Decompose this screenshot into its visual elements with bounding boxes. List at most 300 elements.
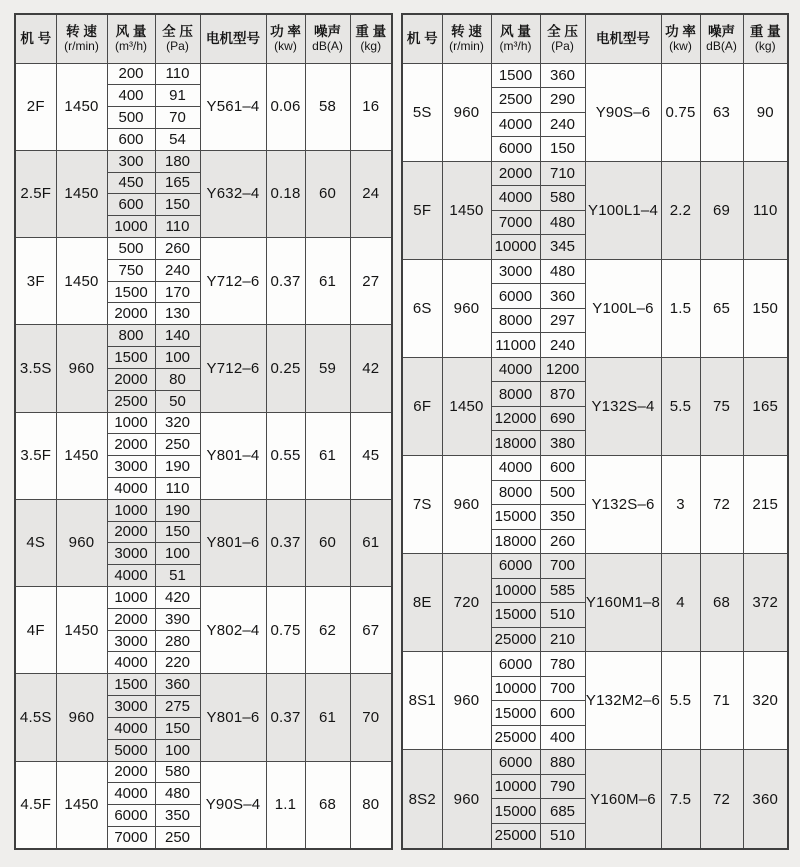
pressure-cell: 700 xyxy=(540,676,585,701)
noise-cell: 71 xyxy=(700,652,743,750)
pressure-cell: 260 xyxy=(155,238,200,260)
power-cell: 4 xyxy=(661,554,700,652)
table-row xyxy=(15,325,392,347)
pressure-cell: 350 xyxy=(155,805,200,827)
flow-cell: 10000 xyxy=(491,676,540,701)
pressure-cell: 360 xyxy=(540,284,585,309)
weight-cell: 16 xyxy=(350,63,392,150)
table-row xyxy=(402,554,788,579)
pressure-cell: 150 xyxy=(155,717,200,739)
column-unit: (Pa) xyxy=(166,39,189,54)
noise-cell: 62 xyxy=(305,587,350,674)
power-cell: 3 xyxy=(661,456,700,554)
flow-cell: 2500 xyxy=(107,390,155,412)
flow-cell: 10000 xyxy=(491,578,540,603)
pressure-cell: 110 xyxy=(155,477,200,499)
speed-cell: 960 xyxy=(442,456,491,554)
flow-cell: 200 xyxy=(107,63,155,85)
flow-cell: 4000 xyxy=(491,186,540,211)
table-row xyxy=(15,674,392,696)
pressure-cell: 220 xyxy=(155,652,200,674)
flow-cell: 6000 xyxy=(491,137,540,162)
motor-cell: Y160M1–8 xyxy=(585,554,661,652)
flow-cell: 300 xyxy=(107,150,155,172)
motor-cell: Y100L1–4 xyxy=(585,161,661,259)
pressure-cell: 150 xyxy=(155,194,200,216)
flow-cell: 10000 xyxy=(491,774,540,799)
flow-cell: 4000 xyxy=(491,456,540,481)
flow-cell: 15000 xyxy=(491,799,540,824)
column-label: 风 量 xyxy=(500,23,531,39)
column-label: 功 率 xyxy=(270,23,301,39)
pressure-cell: 870 xyxy=(540,382,585,407)
spec-table-left xyxy=(14,13,393,850)
model-cell: 5F xyxy=(402,161,442,259)
column-label: 风 量 xyxy=(115,23,147,39)
power-cell: 7.5 xyxy=(661,750,700,849)
power-cell: 0.37 xyxy=(266,238,305,325)
motor-cell: Y802–4 xyxy=(200,587,266,674)
pressure-cell: 320 xyxy=(155,412,200,434)
power-cell: 0.25 xyxy=(266,325,305,412)
pressure-cell: 700 xyxy=(540,554,585,579)
flow-cell: 8000 xyxy=(491,382,540,407)
pressure-cell: 780 xyxy=(540,652,585,677)
speed-cell: 720 xyxy=(442,554,491,652)
motor-cell: Y801–6 xyxy=(200,674,266,761)
noise-cell: 68 xyxy=(700,554,743,652)
flow-cell: 18000 xyxy=(491,431,540,456)
flow-cell: 3000 xyxy=(107,696,155,718)
noise-cell: 63 xyxy=(700,63,743,161)
flow-cell: 800 xyxy=(107,325,155,347)
flow-cell: 500 xyxy=(107,238,155,260)
pressure-cell: 180 xyxy=(155,150,200,172)
pressure-cell: 54 xyxy=(155,128,200,150)
column-label: 功 率 xyxy=(665,23,696,39)
flow-cell: 10000 xyxy=(491,235,540,260)
pressure-cell: 580 xyxy=(540,186,585,211)
pressure-cell: 510 xyxy=(540,823,585,849)
column-label: 全 压 xyxy=(162,23,193,39)
flow-cell: 25000 xyxy=(491,725,540,750)
column-header xyxy=(540,14,585,63)
flow-cell: 15000 xyxy=(491,701,540,726)
noise-cell: 60 xyxy=(305,499,350,586)
table-row xyxy=(15,761,392,783)
weight-cell: 70 xyxy=(350,674,392,761)
speed-cell: 1450 xyxy=(56,412,107,499)
model-cell: 6F xyxy=(402,357,442,455)
speed-cell: 960 xyxy=(442,750,491,849)
column-label: 噪声 xyxy=(314,23,341,39)
power-cell: 0.75 xyxy=(661,63,700,161)
column-label: 重 量 xyxy=(355,23,387,39)
spec-table-right xyxy=(401,13,789,850)
pressure-cell: 91 xyxy=(155,85,200,107)
column-unit: (r/min) xyxy=(449,39,484,54)
weight-cell: 61 xyxy=(350,499,392,586)
pressure-cell: 690 xyxy=(540,406,585,431)
speed-cell: 960 xyxy=(442,652,491,750)
power-cell: 0.75 xyxy=(266,587,305,674)
column-header xyxy=(350,14,392,63)
flow-cell: 4000 xyxy=(107,565,155,587)
pressure-cell: 480 xyxy=(540,210,585,235)
table-row xyxy=(402,63,788,88)
weight-cell: 320 xyxy=(743,652,788,750)
speed-cell: 1450 xyxy=(56,238,107,325)
weight-cell: 24 xyxy=(350,150,392,237)
table-row xyxy=(15,587,392,609)
flow-cell: 6000 xyxy=(107,805,155,827)
flow-cell: 1500 xyxy=(107,674,155,696)
pressure-cell: 150 xyxy=(155,521,200,543)
table-row xyxy=(402,750,788,775)
weight-cell: 67 xyxy=(350,587,392,674)
flow-cell: 11000 xyxy=(491,333,540,358)
pressure-cell: 275 xyxy=(155,696,200,718)
pressure-cell: 480 xyxy=(155,783,200,805)
weight-cell: 27 xyxy=(350,238,392,325)
flow-cell: 500 xyxy=(107,107,155,129)
motor-cell: Y561–4 xyxy=(200,63,266,150)
column-label: 电机型号 xyxy=(206,30,260,46)
header-row xyxy=(15,14,392,63)
pressure-cell: 580 xyxy=(155,761,200,783)
pressure-cell: 790 xyxy=(540,774,585,799)
motor-cell: Y132M2–6 xyxy=(585,652,661,750)
flow-cell: 600 xyxy=(107,194,155,216)
header-row xyxy=(402,14,788,63)
pressure-cell: 280 xyxy=(155,630,200,652)
noise-cell: 58 xyxy=(305,63,350,150)
pressure-cell: 150 xyxy=(540,137,585,162)
pressure-cell: 240 xyxy=(540,333,585,358)
noise-cell: 72 xyxy=(700,750,743,849)
column-header xyxy=(442,14,491,63)
table-row xyxy=(402,161,788,186)
pressure-cell: 350 xyxy=(540,505,585,530)
pressure-cell: 51 xyxy=(155,565,200,587)
power-cell: 0.55 xyxy=(266,412,305,499)
speed-cell: 960 xyxy=(56,674,107,761)
column-unit: (kw) xyxy=(274,39,297,54)
weight-cell: 90 xyxy=(743,63,788,161)
flow-cell: 2000 xyxy=(107,761,155,783)
flow-cell: 2000 xyxy=(107,608,155,630)
pressure-cell: 80 xyxy=(155,368,200,390)
flow-cell: 4000 xyxy=(107,783,155,805)
flow-cell: 2000 xyxy=(107,368,155,390)
pressure-cell: 345 xyxy=(540,235,585,260)
pressure-cell: 110 xyxy=(155,216,200,238)
model-cell: 8E xyxy=(402,554,442,652)
pressure-cell: 390 xyxy=(155,608,200,630)
column-unit: dB(A) xyxy=(312,39,343,54)
power-cell: 1.1 xyxy=(266,761,305,849)
pressure-cell: 510 xyxy=(540,603,585,628)
power-cell: 0.37 xyxy=(266,499,305,586)
flow-cell: 6000 xyxy=(491,554,540,579)
flow-cell: 2000 xyxy=(107,434,155,456)
pressure-cell: 500 xyxy=(540,480,585,505)
speed-cell: 1450 xyxy=(442,357,491,455)
pressure-cell: 360 xyxy=(155,674,200,696)
power-cell: 0.37 xyxy=(266,674,305,761)
pressure-cell: 297 xyxy=(540,308,585,333)
flow-cell: 1000 xyxy=(107,499,155,521)
noise-cell: 61 xyxy=(305,412,350,499)
model-cell: 2F xyxy=(15,63,56,150)
model-cell: 4F xyxy=(15,587,56,674)
pressure-cell: 600 xyxy=(540,456,585,481)
column-unit: (kw) xyxy=(669,39,692,54)
power-cell: 5.5 xyxy=(661,652,700,750)
table-row xyxy=(402,357,788,382)
pressure-cell: 260 xyxy=(540,529,585,554)
column-label: 噪声 xyxy=(708,23,735,39)
noise-cell: 72 xyxy=(700,456,743,554)
pressure-cell: 190 xyxy=(155,499,200,521)
flow-cell: 5000 xyxy=(107,739,155,761)
motor-cell: Y801–6 xyxy=(200,499,266,586)
column-header xyxy=(266,14,305,63)
pressure-cell: 130 xyxy=(155,303,200,325)
model-cell: 3.5F xyxy=(15,412,56,499)
pressure-cell: 240 xyxy=(540,112,585,137)
column-header xyxy=(305,14,350,63)
noise-cell: 61 xyxy=(305,238,350,325)
noise-cell: 59 xyxy=(305,325,350,412)
column-unit: (Pa) xyxy=(551,39,574,54)
flow-cell: 1000 xyxy=(107,216,155,238)
flow-cell: 15000 xyxy=(491,603,540,628)
flow-cell: 2000 xyxy=(491,161,540,186)
column-header xyxy=(402,14,442,63)
weight-cell: 45 xyxy=(350,412,392,499)
flow-cell: 750 xyxy=(107,259,155,281)
speed-cell: 1450 xyxy=(442,161,491,259)
motor-cell: Y100L–6 xyxy=(585,259,661,357)
speed-cell: 960 xyxy=(442,259,491,357)
flow-cell: 6000 xyxy=(491,750,540,775)
flow-cell: 4000 xyxy=(107,477,155,499)
motor-cell: Y160M–6 xyxy=(585,750,661,849)
flow-cell: 2500 xyxy=(491,88,540,113)
flow-cell: 600 xyxy=(107,128,155,150)
pressure-cell: 190 xyxy=(155,456,200,478)
model-cell: 6S xyxy=(402,259,442,357)
table-row xyxy=(15,150,392,172)
column-header xyxy=(155,14,200,63)
spec-tables-container xyxy=(14,13,789,850)
pressure-cell: 140 xyxy=(155,325,200,347)
model-cell: 4S xyxy=(15,499,56,586)
power-cell: 5.5 xyxy=(661,357,700,455)
pressure-cell: 710 xyxy=(540,161,585,186)
power-cell: 1.5 xyxy=(661,259,700,357)
flow-cell: 8000 xyxy=(491,480,540,505)
power-cell: 0.06 xyxy=(266,63,305,150)
pressure-cell: 165 xyxy=(155,172,200,194)
column-header xyxy=(743,14,788,63)
weight-cell: 42 xyxy=(350,325,392,412)
pressure-cell: 600 xyxy=(540,701,585,726)
weight-cell: 372 xyxy=(743,554,788,652)
column-label: 电机型号 xyxy=(596,30,650,46)
column-header xyxy=(107,14,155,63)
column-unit: (kg) xyxy=(754,39,776,54)
weight-cell: 165 xyxy=(743,357,788,455)
column-header xyxy=(491,14,540,63)
flow-cell: 3000 xyxy=(107,456,155,478)
weight-cell: 80 xyxy=(350,761,392,849)
noise-cell: 65 xyxy=(700,259,743,357)
column-header xyxy=(15,14,56,63)
table-row xyxy=(15,499,392,521)
flow-cell: 4000 xyxy=(491,357,540,382)
table-row xyxy=(15,412,392,434)
flow-cell: 450 xyxy=(107,172,155,194)
flow-cell: 4000 xyxy=(107,717,155,739)
column-label: 转 速 xyxy=(451,23,482,39)
table-row xyxy=(402,259,788,284)
table-row xyxy=(15,238,392,260)
table-row xyxy=(15,63,392,85)
noise-cell: 75 xyxy=(700,357,743,455)
power-cell: 2.2 xyxy=(661,161,700,259)
table-row xyxy=(402,652,788,677)
power-cell: 0.18 xyxy=(266,150,305,237)
motor-cell: Y132S–6 xyxy=(585,456,661,554)
flow-cell: 400 xyxy=(107,85,155,107)
model-cell: 4.5F xyxy=(15,761,56,849)
flow-cell: 1500 xyxy=(107,281,155,303)
column-unit: dB(A) xyxy=(706,39,737,54)
column-header xyxy=(200,14,266,63)
pressure-cell: 880 xyxy=(540,750,585,775)
column-label: 机 号 xyxy=(20,30,52,46)
motor-cell: Y632–4 xyxy=(200,150,266,237)
column-unit: (r/min) xyxy=(64,39,99,54)
flow-cell: 2000 xyxy=(107,521,155,543)
flow-cell: 4000 xyxy=(491,112,540,137)
column-header xyxy=(585,14,661,63)
pressure-cell: 100 xyxy=(155,347,200,369)
flow-cell: 4000 xyxy=(107,652,155,674)
pressure-cell: 100 xyxy=(155,739,200,761)
pressure-cell: 170 xyxy=(155,281,200,303)
flow-cell: 7000 xyxy=(107,826,155,849)
flow-cell: 25000 xyxy=(491,627,540,652)
pressure-cell: 70 xyxy=(155,107,200,129)
column-unit: (kg) xyxy=(360,39,382,54)
speed-cell: 960 xyxy=(442,63,491,161)
pressure-cell: 250 xyxy=(155,434,200,456)
flow-cell: 18000 xyxy=(491,529,540,554)
model-cell: 4.5S xyxy=(15,674,56,761)
speed-cell: 960 xyxy=(56,499,107,586)
flow-cell: 3000 xyxy=(107,543,155,565)
pressure-cell: 110 xyxy=(155,63,200,85)
noise-cell: 61 xyxy=(305,674,350,761)
model-cell: 5S xyxy=(402,63,442,161)
flow-cell: 1500 xyxy=(107,347,155,369)
pressure-cell: 240 xyxy=(155,259,200,281)
flow-cell: 1000 xyxy=(107,412,155,434)
column-unit: (m³/h) xyxy=(115,39,147,54)
weight-cell: 150 xyxy=(743,259,788,357)
pressure-cell: 50 xyxy=(155,390,200,412)
motor-cell: Y132S–4 xyxy=(585,357,661,455)
flow-cell: 12000 xyxy=(491,406,540,431)
weight-cell: 215 xyxy=(743,456,788,554)
flow-cell: 2000 xyxy=(107,303,155,325)
flow-cell: 6000 xyxy=(491,284,540,309)
model-cell: 2.5F xyxy=(15,150,56,237)
pressure-cell: 210 xyxy=(540,627,585,652)
model-cell: 3.5S xyxy=(15,325,56,412)
column-label: 全 压 xyxy=(547,23,578,39)
flow-cell: 6000 xyxy=(491,652,540,677)
flow-cell: 25000 xyxy=(491,823,540,849)
motor-cell: Y712–6 xyxy=(200,238,266,325)
speed-cell: 1450 xyxy=(56,63,107,150)
motor-cell: Y90S–4 xyxy=(200,761,266,849)
pressure-cell: 290 xyxy=(540,88,585,113)
pressure-cell: 100 xyxy=(155,543,200,565)
model-cell: 3F xyxy=(15,238,56,325)
noise-cell: 68 xyxy=(305,761,350,849)
speed-cell: 1450 xyxy=(56,761,107,849)
pressure-cell: 400 xyxy=(540,725,585,750)
flow-cell: 8000 xyxy=(491,308,540,333)
pressure-cell: 380 xyxy=(540,431,585,456)
motor-cell: Y801–4 xyxy=(200,412,266,499)
column-label: 机 号 xyxy=(406,30,438,46)
column-header xyxy=(56,14,107,63)
flow-cell: 1500 xyxy=(491,63,540,88)
model-cell: 8S2 xyxy=(402,750,442,849)
weight-cell: 360 xyxy=(743,750,788,849)
pressure-cell: 685 xyxy=(540,799,585,824)
speed-cell: 1450 xyxy=(56,150,107,237)
flow-cell: 7000 xyxy=(491,210,540,235)
noise-cell: 60 xyxy=(305,150,350,237)
flow-cell: 1000 xyxy=(107,587,155,609)
weight-cell: 110 xyxy=(743,161,788,259)
speed-cell: 960 xyxy=(56,325,107,412)
speed-cell: 1450 xyxy=(56,587,107,674)
flow-cell: 15000 xyxy=(491,505,540,530)
flow-cell: 3000 xyxy=(491,259,540,284)
pressure-cell: 480 xyxy=(540,259,585,284)
motor-cell: Y90S–6 xyxy=(585,63,661,161)
pressure-cell: 420 xyxy=(155,587,200,609)
column-label: 重 量 xyxy=(749,23,781,39)
motor-cell: Y712–6 xyxy=(200,325,266,412)
pressure-cell: 250 xyxy=(155,826,200,849)
model-cell: 7S xyxy=(402,456,442,554)
table-row xyxy=(402,456,788,481)
noise-cell: 69 xyxy=(700,161,743,259)
flow-cell: 3000 xyxy=(107,630,155,652)
pressure-cell: 585 xyxy=(540,578,585,603)
column-unit: (m³/h) xyxy=(499,39,532,54)
pressure-cell: 1200 xyxy=(540,357,585,382)
column-label: 转 速 xyxy=(66,23,97,39)
